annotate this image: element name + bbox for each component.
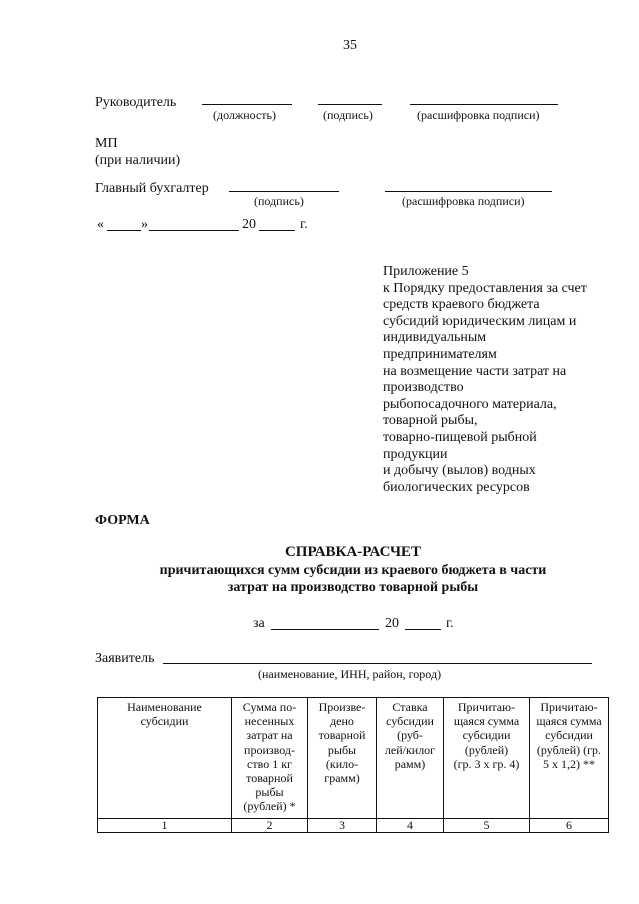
appendix-line: производство	[383, 380, 464, 396]
date-close-quote: »	[141, 217, 148, 232]
period-year: 20	[385, 616, 399, 631]
column-number: 6	[530, 819, 609, 833]
column-number: 1	[98, 819, 232, 833]
header-cell-3: Произве- дено товарной рыбы (кило- грамм)	[308, 698, 377, 819]
accountant-label: Главный бухгалтер	[95, 181, 209, 196]
accountant-decoding-caption: (расшифровка подписи)	[402, 194, 525, 208]
document-subtitle-2: затрат на производство товарной рыбы	[227, 580, 479, 595]
period-year-line	[405, 629, 441, 630]
head-label: Руководитель	[95, 95, 177, 110]
applicant-line	[163, 663, 592, 664]
date-suffix: г.	[300, 217, 308, 232]
table-header-row	[98, 698, 609, 819]
header-cell-5: Причитаю- щаяся сумма субсидии (рублей) (гр. 3 х гр. 4)	[444, 698, 530, 819]
appendix-line: и добычу (вылов) водных	[383, 463, 536, 479]
stamp-note: (при наличии)	[95, 153, 181, 168]
column-number: 2	[232, 819, 308, 833]
page-number: 35	[343, 38, 357, 53]
calculation-table	[97, 697, 609, 833]
period-line	[271, 629, 379, 630]
position-caption: (должность)	[213, 108, 276, 122]
date-open-quote: «	[97, 217, 104, 232]
appendix-line: Приложение 5	[383, 264, 469, 279]
stamp-label: МП	[95, 136, 118, 151]
appendix-block	[383, 264, 587, 496]
appendix-line: на возмещение части затрат на	[383, 363, 567, 379]
form-label: ФОРМА	[95, 513, 150, 528]
header-cell-4: Ставка субсидии (руб- лей/килог рамм)	[377, 698, 444, 819]
period-prefix: за	[253, 616, 265, 631]
signature-caption: (подпись)	[323, 108, 373, 122]
column-number: 5	[444, 819, 530, 833]
decoding-caption: (расшифровка подписи)	[417, 108, 540, 122]
accountant-signature-line	[229, 191, 339, 192]
appendix-line: предпринимателям	[383, 346, 497, 362]
applicant-label: Заявитель	[95, 651, 155, 666]
appendix-line: индивидуальным	[383, 330, 487, 346]
position-line	[202, 104, 292, 105]
table-number-row	[98, 819, 609, 833]
date-month-line	[149, 230, 239, 231]
header-cell-2: Сумма по- несенных затрат на производ- ство 1 кг товарной рыбы (рублей) *	[232, 698, 308, 819]
document-title: СПРАВКА-РАСЧЕТ	[284, 544, 422, 560]
document-subtitle-1: причитающихся сумм субсидии из краевого бюджета в части	[159, 563, 547, 578]
decoding-line	[410, 104, 558, 105]
date-day-line	[107, 230, 141, 231]
appendix-line: товарной рыбы,	[383, 413, 478, 429]
accountant-signature-caption: (подпись)	[254, 194, 304, 208]
period-suffix: г.	[446, 616, 454, 631]
appendix-line: средств краевого бюджета	[383, 297, 540, 313]
applicant-caption: (наименование, ИНН, район, город)	[258, 667, 442, 681]
date-year-line	[259, 230, 295, 231]
column-number: 3	[308, 819, 377, 833]
appendix-line: рыбопосадочного материала,	[383, 396, 557, 412]
appendix-line: биологических ресурсов	[383, 479, 530, 495]
accountant-decoding-line	[385, 191, 552, 192]
date-year-prefix: 20	[242, 217, 256, 232]
signature-line	[318, 104, 382, 105]
appendix-line: товарно-пищевой рыбной	[383, 429, 537, 445]
header-cell-6: Причитаю- щаяся сумма субсидии (рублей) (гр. 5 х 1,2) **	[530, 698, 609, 819]
appendix-line: субсидий юридическим лицам и	[383, 313, 577, 329]
column-number: 4	[377, 819, 444, 833]
appendix-line: к Порядку предоставления за счет	[383, 280, 587, 296]
appendix-line: продукции	[383, 446, 448, 462]
header-cell-1: Наименование субсидии	[98, 698, 232, 819]
